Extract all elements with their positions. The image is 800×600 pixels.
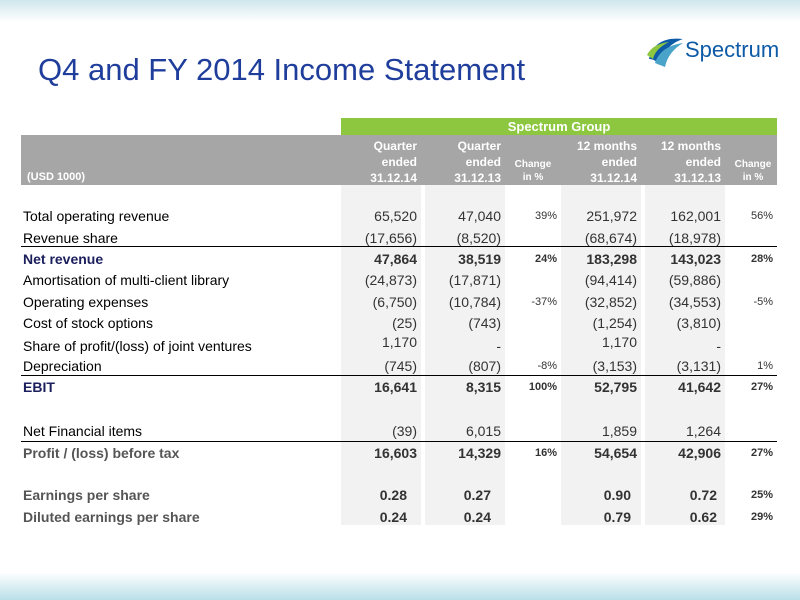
table-row: Cost of stock options (25) (743) (1,254) (3,810) <box>23 315 721 331</box>
table-row: EBIT 16,641 8,315 100% 52,795 41,642 27% <box>23 379 773 395</box>
header-quarter-2013: Quarter ended 31.12.13 <box>454 139 501 185</box>
page-title: Q4 and FY 2014 Income Statement <box>38 52 526 87</box>
table-row: Diluted earnings per share 0.24 0.24 0.79 0.62 29% <box>23 509 773 525</box>
spectrum-logo-icon <box>645 33 685 69</box>
group-header: Spectrum Group <box>341 118 777 135</box>
header-12m-2014: 12 months ended 31.12.14 <box>576 139 637 185</box>
header-12m-2013: 12 months ended 31.12.13 <box>660 139 721 185</box>
table-row: Profit / (loss) before tax 16,603 14,329 16% 54,654 42,906 27% <box>23 445 773 461</box>
bottom-decor-band <box>0 572 800 600</box>
logo-text: Spectrum <box>685 37 780 62</box>
unit-label: (USD 1000) <box>27 171 86 183</box>
table-row: Earnings per share 0.28 0.27 0.90 0.72 25% <box>23 487 773 503</box>
top-decor-band <box>0 0 800 22</box>
table-row: Amortisation of multi-client library (24,873) (17,871) (94,414) (59,886) <box>23 272 721 288</box>
table-row: Operating expenses (6,750) (10,784) -37% (32,852) (34,553) -5% <box>23 294 773 310</box>
table-row: Net revenue 47,864 38,519 24% 183,298 143,023 28% <box>23 251 773 267</box>
table-row: Revenue share (17,656) (8,520) (68,674) (18,978) <box>23 230 721 246</box>
header-quarter-change: Change in % <box>514 159 552 183</box>
spectrum-logo <box>645 33 785 69</box>
table-row: Total operating revenue 65,520 47,040 39% 251,972 162,001 56% <box>23 208 773 224</box>
header-12m-change: Change in % <box>734 159 772 183</box>
header-quarter-2014: Quarter ended 31.12.14 <box>370 139 417 185</box>
table-row: Depreciation (745) (807) -8% (3,153) (3,131) 1% <box>23 358 773 374</box>
table-row: Net Financial items (39) 6,015 1,859 1,264 <box>23 423 721 439</box>
table-row: Share of profit/(loss) of joint ventures 1,170 - 1,170 - <box>23 334 721 354</box>
